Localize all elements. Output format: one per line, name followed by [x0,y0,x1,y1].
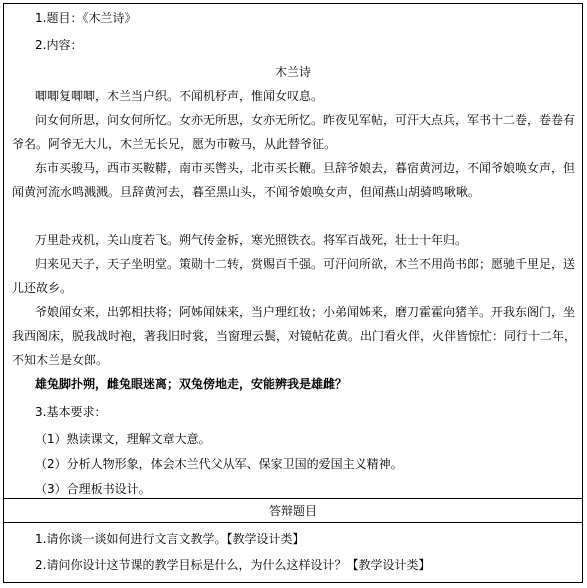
poem-paragraph-2: 问女何所思，问女何所忆。女亦无所思，女亦无所忆。昨夜见军帖，可汗大点兵，军书十二卷，卷卷有爷名。阿爷无大儿，木兰无长兄，愿为市鞍马，从此替爷征。 [12,113,576,151]
content-label: 2.内容： [35,38,83,52]
requirements-label: 3.基本要求： [35,405,107,419]
answer-question-1: 1.请你谈一谈如何进行文言文教学。【教学设计类】 [35,532,305,546]
poem-paragraph-5: 归来见天子，天子坐明堂。策勋十二转，赏赐百千强。可汗问所欲，木兰不用尚书郎；愿驰千里足，送儿还故乡。 [12,257,576,295]
answer-question-2: 2.请问你设计这节课的教学目标是什么，为什么这样设计？【教学设计类】 [35,558,431,572]
requirement-item-1: （1）熟读课文，理解文章大意。 [35,432,211,446]
poem-title: 木兰诗 [274,65,311,79]
poem-paragraph-1: 唧唧复唧唧，木兰当户织。不闻机杼声，惟闻女叹息。 [35,89,324,103]
requirement-item-2: （2）分析人物形象，体会木兰代父从军、保家卫国的爱国主义精神。 [35,457,403,471]
poem-paragraph-4: 万里赴戎机，关山度若飞。朔气传金柝，寒光照铁衣。将军百战死，壮士十年归。 [35,233,468,247]
exam-table [3,3,583,583]
poem-paragraph-3: 东市买骏马，西市买鞍鞯，南市买辔头，北市买长鞭。旦辞爷娘去，暮宿黄河边，不闻爷娘唤女声，但闻黄河流水鸣溅溅。旦辞黄河去，暮至黑山头，不闻爷娘唤女声，但闻燕山胡骑鸣啾啾。 [12,161,576,199]
answer-heading: 答辩题目 [4,499,582,523]
requirement-item-3: （3）合理板书设计。 [35,482,151,496]
topic-label: 1.题目：《木兰诗》 [35,11,137,25]
answer-questions-cell [4,523,582,583]
content-cell [4,4,582,499]
poem-paragraph-7: 雄兔脚扑朔，雌兔眼迷离；双兔傍地走，安能辨我是雄雌？ [35,377,348,391]
poem-paragraph-6: 爷娘闻女来，出郭相扶将；阿姊闻妹来，当户理红妆；小弟闻姊来，磨刀霍霍向猪羊。开我东阁门，坐我西阁床，脱我战时袍，著我旧时裳，当窗理云鬓，对镜帖花黄。出门看火伴，火伴皆惊忙：同行十二年，不知木兰是女郎。 [12,305,577,367]
